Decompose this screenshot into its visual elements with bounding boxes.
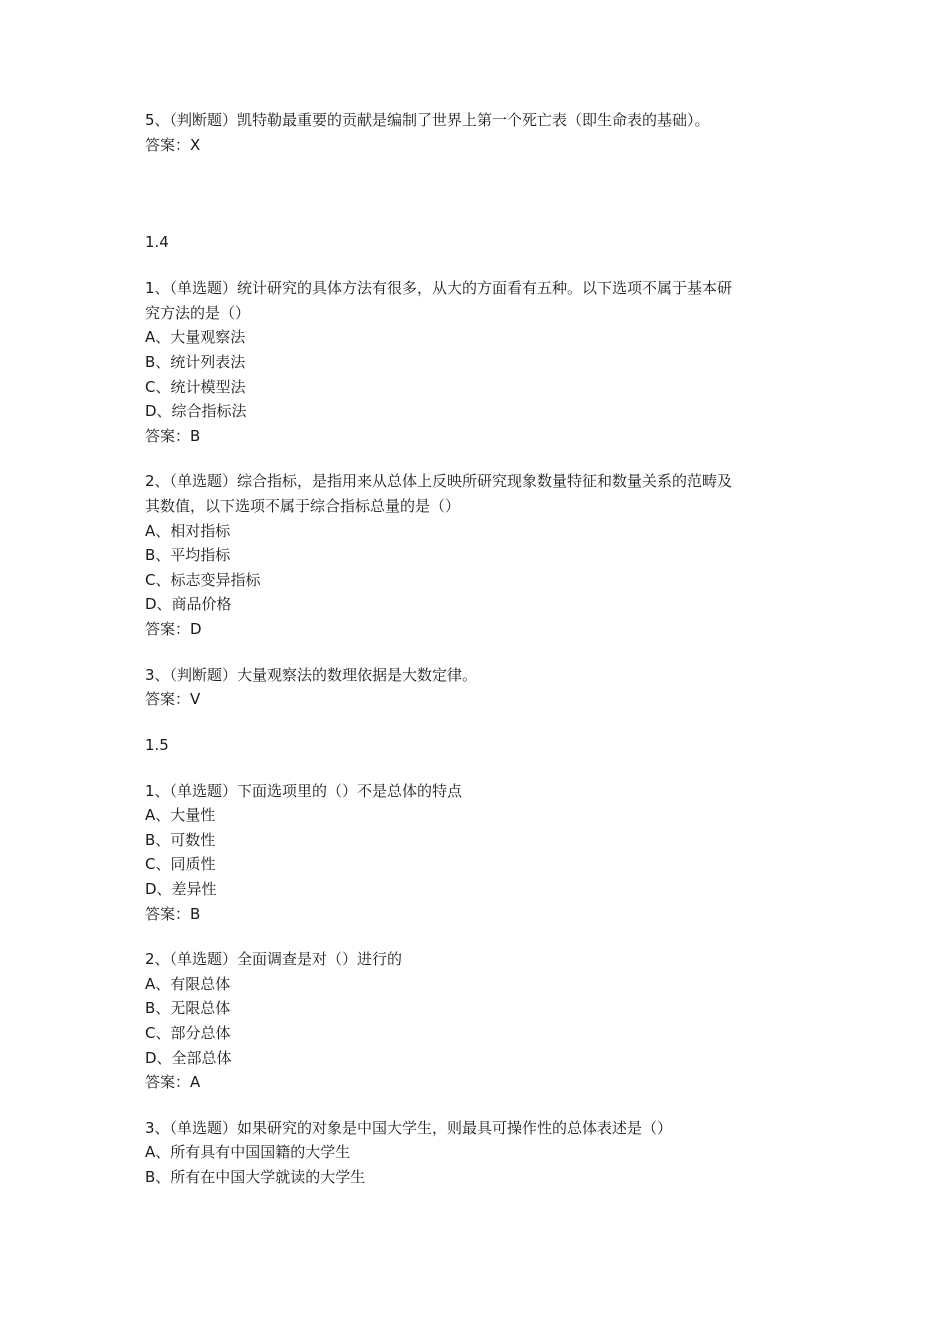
question-block (145, 779, 815, 927)
question-text: 1、（单选题）统计研究的具体方法有很多，从大的方面看有五种。以下选项不属于基本研 (145, 279, 733, 298)
option-c: C、同质性 (145, 855, 216, 874)
answer-text: 答案：V (145, 690, 201, 709)
option-a: A、大量观察法 (145, 328, 246, 347)
option-a: A、大量性 (145, 806, 216, 825)
option-b: B、所有在中国大学就读的大学生 (145, 1168, 366, 1186)
option-a: A、相对指标 (145, 521, 231, 540)
question-text: 1、（单选题）下面选项里的（）不是总体的特点 (145, 781, 463, 800)
answer-text: 答案：D (145, 619, 202, 638)
option-c: C、部分总体 (145, 1024, 231, 1043)
answer-text: 答案：B (145, 426, 201, 445)
spacer (145, 178, 815, 230)
section-1-4 (145, 230, 815, 712)
question-text: 究方法的是（） (145, 303, 251, 322)
option-d: D、商品价格 (145, 595, 232, 614)
question-block (145, 947, 815, 1095)
option-c: C、标志变异指标 (145, 570, 261, 589)
question-text: 5、（判断题）凯特勒最重要的贡献是编制了世界上第一个死亡表（即生命表的基础）。 (145, 111, 710, 129)
question-block (145, 276, 815, 448)
answer-text: 答案：A (145, 1073, 201, 1092)
document-page (145, 108, 815, 1211)
option-c: C、统计模型法 (145, 377, 246, 396)
section-heading: 1.5 (145, 735, 169, 754)
option-a: A、有限总体 (145, 974, 231, 993)
option-b: B、无限总体 (145, 999, 231, 1018)
option-d: D、全部总体 (145, 1048, 232, 1067)
answer-text: 答案：X (145, 135, 201, 154)
option-b: B、统计列表法 (145, 352, 246, 371)
option-a: A、所有具有中国国籍的大学生 (145, 1143, 351, 1162)
question-text: 3、（判断题）大量观察法的数理依据是大数定律。 (145, 665, 478, 684)
option-b: B、平均指标 (145, 546, 231, 565)
question-block (145, 469, 815, 641)
question-block (145, 1116, 815, 1190)
question-text: 3、（单选题）如果研究的对象是中国大学生，则最具可操作性的总体表述是（） (145, 1118, 673, 1137)
option-d: D、综合指标法 (145, 402, 247, 421)
question-text: 2、（单选题）全面调查是对（）进行的 (145, 950, 403, 969)
section-heading: 1.4 (145, 233, 169, 252)
question-text: 其数值，以下选项不属于综合指标总量的是（） (145, 496, 461, 515)
question-block (145, 663, 815, 712)
option-d: D、差异性 (145, 880, 217, 899)
option-b: B、可数性 (145, 830, 216, 849)
question-block (145, 108, 815, 157)
section-1-5 (145, 733, 815, 1190)
answer-text: 答案：B (145, 904, 201, 923)
question-text: 2、（单选题）综合指标，是指用来从总体上反映所研究现象数量特征和数量关系的范畴及 (145, 472, 733, 491)
